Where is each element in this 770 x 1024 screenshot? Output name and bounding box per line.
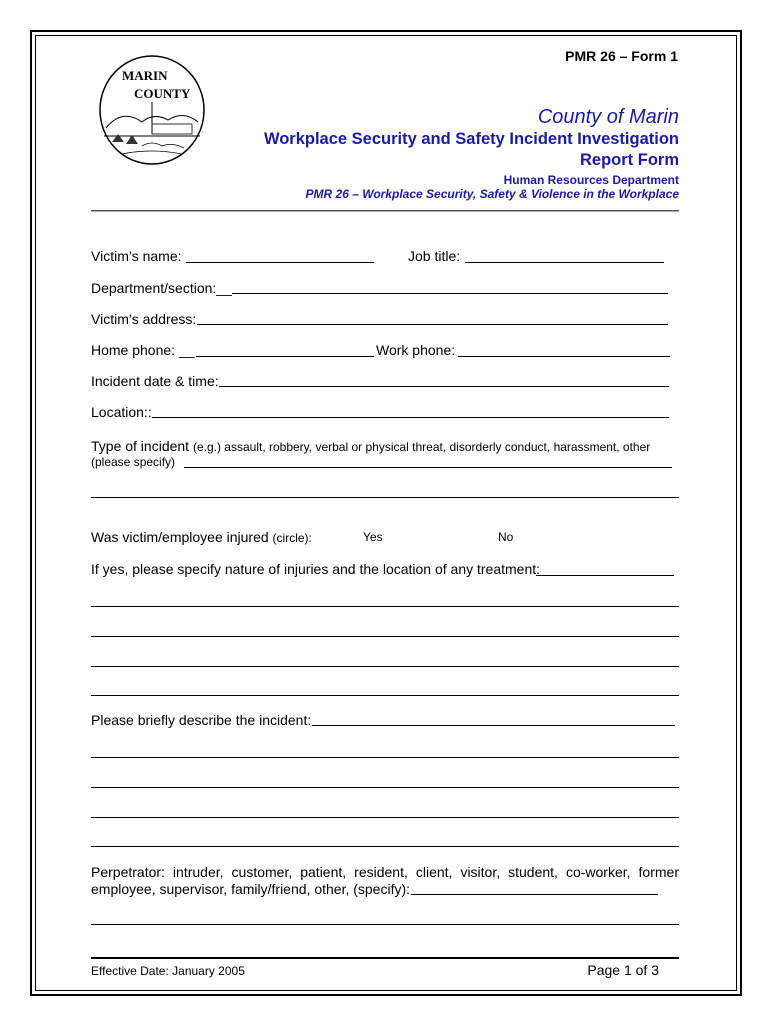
- home-phone-field[interactable]: [196, 356, 374, 357]
- victim-name-label: Victim’s name:: [91, 248, 182, 264]
- injured-yes-option[interactable]: Yes: [363, 530, 383, 544]
- incident-type-field[interactable]: [184, 467, 672, 468]
- department-name: Human Resources Department: [503, 173, 679, 187]
- injuries-line-1[interactable]: [91, 606, 679, 607]
- incident-type-hint: (e.g.) assault, robbery, verbal or physical threat, disorderly conduct, harassment, other: [192, 440, 651, 454]
- injured-hint: (circle):: [272, 531, 312, 545]
- victim-address-label: Victim’s address:: [91, 311, 197, 327]
- county-title: County of Marin: [537, 106, 679, 128]
- effective-date: Effective Date: January 2005: [91, 964, 245, 978]
- home-phone-label: Home phone: __: [91, 342, 195, 358]
- injuries-line-2[interactable]: [91, 636, 679, 637]
- form-title-line1: Workplace Security and Safety Incident Investigation: [263, 130, 679, 148]
- perpetrator-line-1[interactable]: [91, 924, 679, 925]
- form-title-line2: Report Form: [580, 151, 679, 169]
- injuries-field[interactable]: [536, 575, 674, 576]
- incident-datetime-label: Incident date & time:: [91, 373, 219, 389]
- form-id: PMR 26 – Form 1: [565, 48, 678, 64]
- injured-row: [91, 529, 312, 545]
- incident-type-specify-label: (please specify): [91, 455, 176, 469]
- perpetrator-field[interactable]: [411, 894, 658, 895]
- form-subtitle: PMR 26 – Workplace Security, Safety & Violence in the Workplace: [305, 187, 679, 201]
- department-field[interactable]: [232, 293, 668, 294]
- describe-line-4[interactable]: [91, 846, 679, 847]
- incident-datetime-field[interactable]: [219, 386, 669, 387]
- department-label: Department/section:__: [91, 280, 232, 296]
- victim-name-field[interactable]: [186, 262, 374, 263]
- location-label: Location::: [91, 404, 152, 420]
- job-title-label: Job title:: [408, 248, 461, 264]
- svg-text:COUNTY: COUNTY: [134, 86, 191, 101]
- describe-line-3[interactable]: [91, 817, 679, 818]
- perpetrator-label: [91, 864, 679, 898]
- describe-line-2[interactable]: [91, 787, 679, 788]
- describe-line-1[interactable]: [91, 757, 679, 758]
- injuries-line-3[interactable]: [91, 666, 679, 667]
- perpetrator-line2: employee, supervisor, family/friend, other, (specify):: [91, 881, 411, 897]
- injuries-label: If yes, please specify nature of injuries and the location of any treatment:: [91, 561, 541, 577]
- work-phone-field[interactable]: [458, 356, 670, 357]
- svg-text:MARIN: MARIN: [122, 68, 168, 83]
- work-phone-label: Work phone:: [376, 342, 456, 358]
- incident-type-field-line2[interactable]: [91, 497, 679, 498]
- incident-type-row: [91, 438, 650, 454]
- victim-address-field[interactable]: [197, 324, 668, 325]
- header-divider: [91, 210, 679, 212]
- injured-label: Was victim/employee injured: [91, 529, 269, 545]
- form-title: [264, 129, 679, 171]
- job-title-field[interactable]: [465, 262, 664, 263]
- describe-incident-field[interactable]: [312, 725, 675, 726]
- footer-divider: [91, 957, 679, 959]
- location-field[interactable]: [152, 417, 669, 418]
- page-number: Page 1 of 3: [587, 962, 659, 978]
- injuries-line-4[interactable]: [91, 695, 679, 696]
- marin-county-seal-logo: [92, 50, 212, 168]
- incident-type-label: Type of incident: [91, 438, 190, 454]
- perpetrator-line1: Perpetrator: intruder, customer, patient, resident, client, visitor, student, co-worker, former: [91, 864, 679, 880]
- describe-incident-label: Please briefly describe the incident:: [91, 712, 312, 728]
- injured-no-option[interactable]: No: [498, 530, 514, 544]
